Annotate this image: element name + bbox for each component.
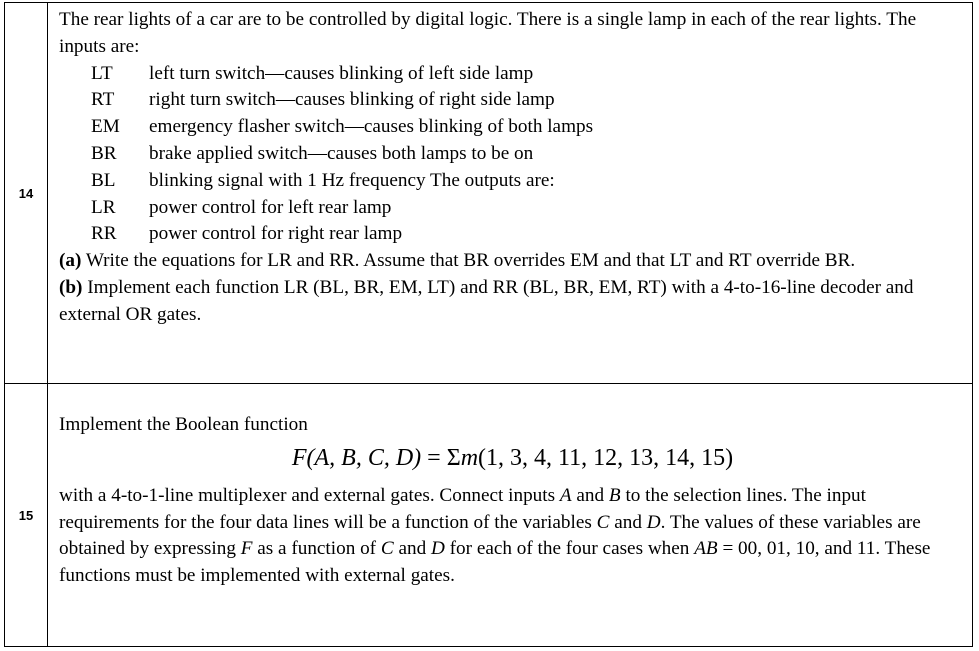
definition-desc: power control for left rear lamp [149,196,392,218]
part-a [59,248,966,275]
definition-desc: emergency flasher switch—causes blinking of both lamps [149,116,594,138]
question-paragraph [59,483,966,590]
formula-eq: = Σ [421,444,461,471]
formula-m: m [460,444,479,471]
formula-args: (1, 3, 4, 11, 12, 13, 14, 15) [478,444,734,471]
question-number: 14 [5,3,48,383]
question-body [59,7,966,329]
boolean-formula [59,441,966,475]
part-a-text: Write the equations for LR and RR. Assume that BR overrides EM and that LT and RT override BR. [81,250,856,272]
definition-item [59,114,966,141]
part-b-label: (b) [59,276,83,298]
definition-desc: right turn switch—causes blinking of right side lamp [149,89,555,111]
definition-desc: left turn switch—causes blinking of left side lamp [149,62,534,84]
definition-code: BL [91,169,116,191]
var-a: A [559,484,572,506]
definition-desc: power control for right rear lamp [149,223,403,245]
question-row-15 [5,384,972,646]
questions-table [4,2,973,647]
definition-code: RR [91,223,117,245]
text-run: as a function of [252,538,381,560]
definition-desc: blinking signal with 1 Hz frequency The outputs are: [149,169,555,191]
text-run: and [609,511,647,533]
question-body [59,412,966,590]
definition-item [59,141,966,168]
definition-code: BR [91,142,117,164]
definition-code: LT [91,62,113,84]
var-f: F [240,538,253,560]
question-intro: The rear lights of a car are to be controlled by digital logic. There is a single lamp in each of the rear lights. The inputs are: [59,9,917,57]
text-run: with a 4-to-1-line multiplexer and external gates. Connect inputs [59,484,560,506]
part-a-label: (a) [59,250,82,272]
definition-desc: brake applied switch—causes both lamps to be on [149,142,534,164]
var-b: B [608,484,621,506]
text-run: and [393,538,431,560]
part-b-text: Implement each function LR (BL, BR, EM, LT) and RR (BL, BR, EM, RT) with a 4-to-16-line decoder and external OR gates. [59,276,914,325]
var-c: C [596,511,610,533]
definition-list [59,61,966,249]
part-b [59,275,966,329]
text-run: to the selection lines. The input requirements for the four data lines will be a function of the variables [59,484,866,533]
var-d: D [431,538,445,560]
definition-item [59,87,966,114]
definition-code: EM [91,116,120,138]
formula-lhs: F(A, B, C, D) [291,444,422,471]
definition-code: RT [91,89,115,111]
definition-code: LR [91,196,116,218]
text-run: for each of the four cases when [444,538,695,560]
text-run: = 00, 01, 10, and 11. These functions must be implemented with external gates. [59,538,931,587]
var-ab: AB [694,538,718,560]
definition-item [59,221,966,248]
question-row-14 [5,3,972,384]
question-lead: Implement the Boolean function [59,414,308,435]
definition-item [59,168,966,195]
var-d: D [646,511,661,533]
text-run: . The values of these variables are obtained by expressing [59,511,921,560]
var-c: C [380,538,394,560]
question-number: 15 [5,384,48,646]
definition-item [59,61,966,88]
text-run: and [571,484,609,506]
definition-item [59,195,966,222]
